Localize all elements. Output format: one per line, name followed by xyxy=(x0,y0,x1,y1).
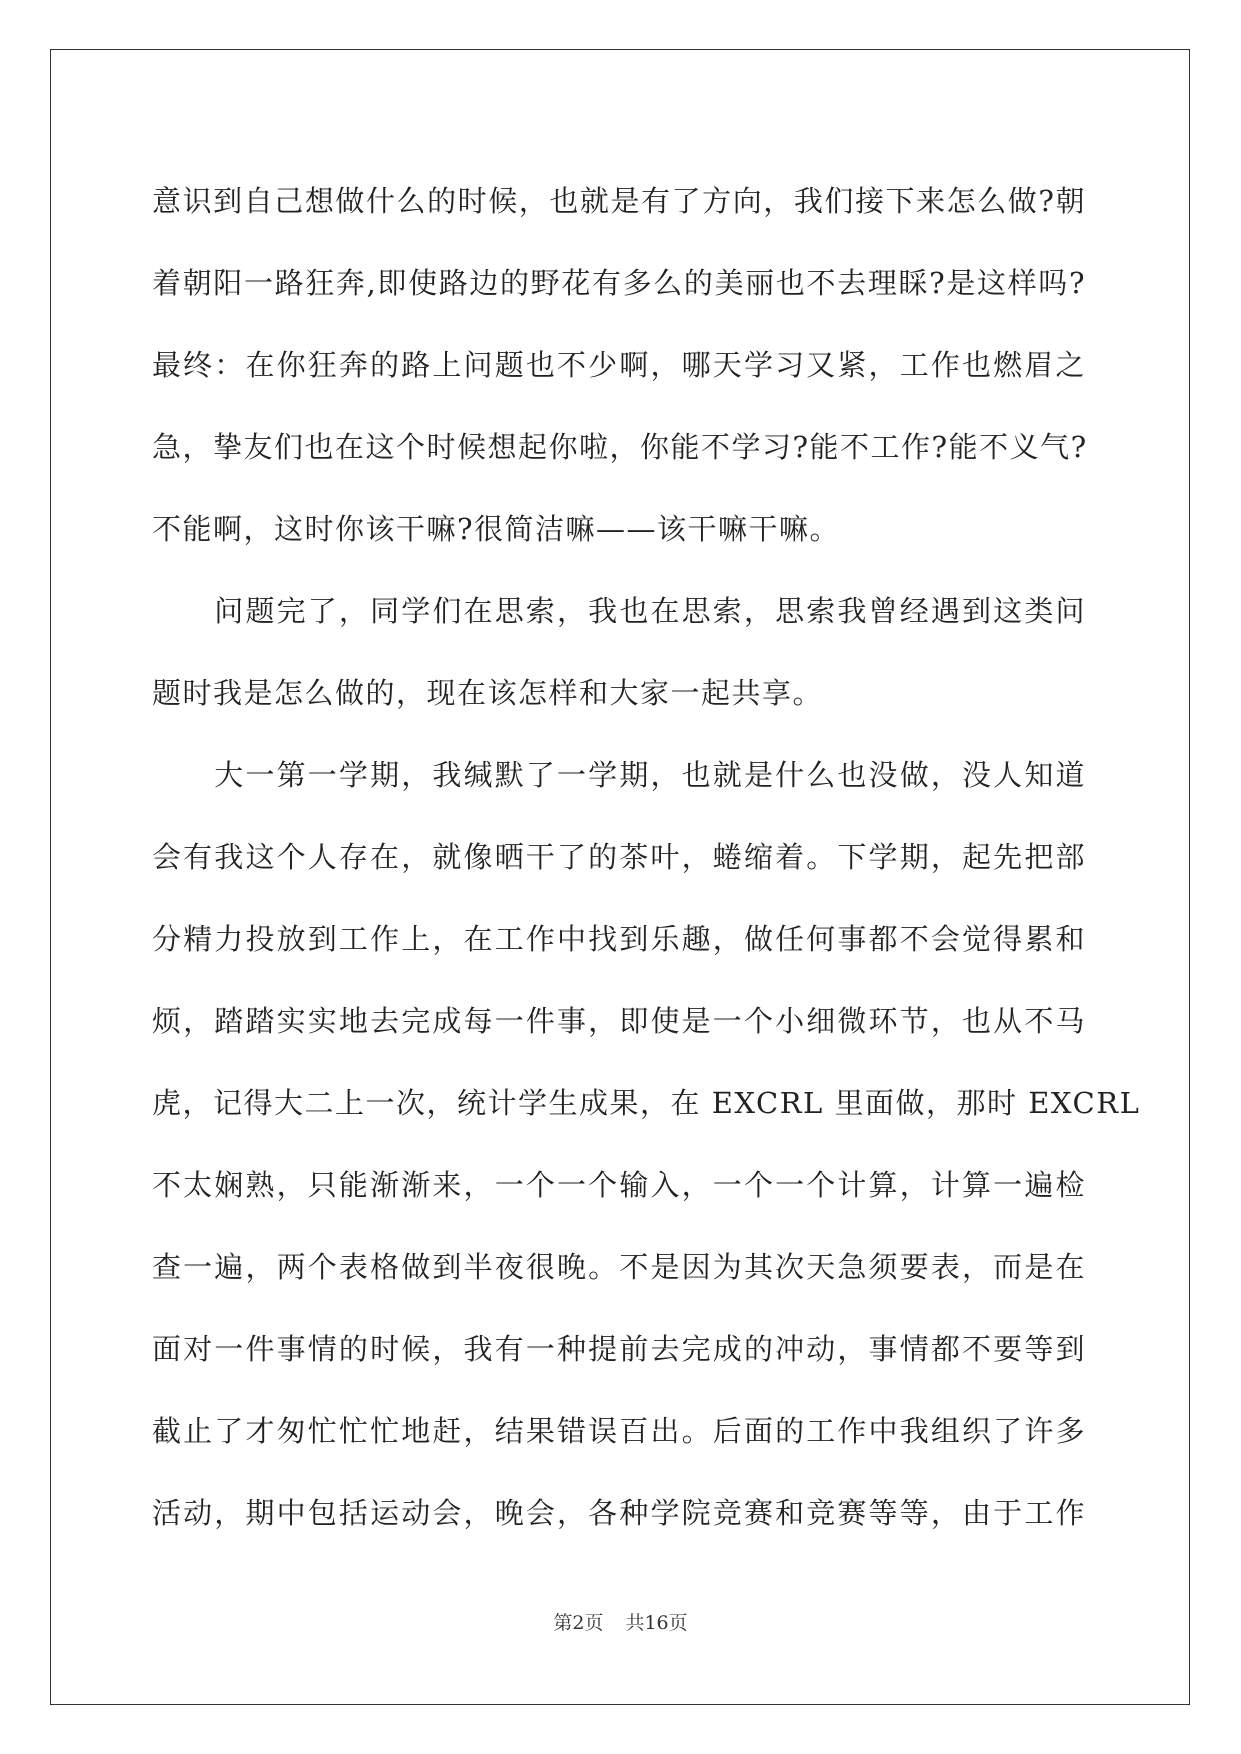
text-line: 查一遍，两个表格做到半夜很晚。不是因为其次天急须要表，而是在 xyxy=(152,1250,1086,1284)
text-line: 活动，期中包括运动会，晚会，各种学院竞赛和竞赛等等，由于工作 xyxy=(152,1496,1086,1530)
text-line: 不太娴熟，只能渐渐来，一个一个输入，一个一个计算，计算一遍检 xyxy=(152,1168,1086,1202)
page-number: 第2页 xyxy=(553,1612,604,1634)
text-line: 意识到自己想做什么的时候，也就是有了方向，我们接下来怎么做?朝 xyxy=(152,184,1086,218)
page-total: 共16页 xyxy=(625,1612,688,1634)
text-line: 会有我这个人存在，就像晒干了的茶叶，蜷缩着。下学期，起先把部 xyxy=(152,840,1086,874)
text-line: 虎，记得大二上一次，统计学生成果，在 EXCRL 里面做，那时 EXCRL xyxy=(152,1086,1141,1120)
text-line: 大一第一学期，我缄默了一学期，也就是什么也没做，没人知道 xyxy=(152,758,1086,792)
text-line: 不能啊，这时你该干嘛?很简洁嘛——该干嘛干嘛。 xyxy=(152,512,841,546)
text-line: 最终：在你狂奔的路上问题也不少啊，哪天学习又紧，工作也燃眉之 xyxy=(152,348,1086,382)
text-line: 截止了才匆忙忙忙地赶，结果错误百出。后面的工作中我组织了许多 xyxy=(152,1414,1086,1448)
text-block xyxy=(152,160,1141,1554)
text-line: 烦，踏踏实实地去完成每一件事，即使是一个小细微环节，也从不马 xyxy=(152,1004,1086,1038)
document-body xyxy=(152,160,1141,1554)
text-line: 面对一件事情的时候，我有一种提前去完成的冲动，事情都不要等到 xyxy=(152,1332,1086,1366)
text-line: 分精力投放到工作上，在工作中找到乐趣，做任何事都不会觉得累和 xyxy=(152,922,1086,956)
text-line: 题时我是怎么做的，现在该怎样和大家一起共享。 xyxy=(152,676,824,710)
text-line: 问题完了，同学们在思索，我也在思索，思索我曾经遇到这类问 xyxy=(152,594,1086,628)
page-footer xyxy=(0,1608,1241,1635)
text-line: 急，挚友们也在这个时候想起你啦，你能不学习?能不工作?能不义气? xyxy=(152,430,1088,464)
text-line: 着朝阳一路狂奔,即使路边的野花有多么的美丽也不去理睬?是这样吗? xyxy=(152,266,1086,300)
